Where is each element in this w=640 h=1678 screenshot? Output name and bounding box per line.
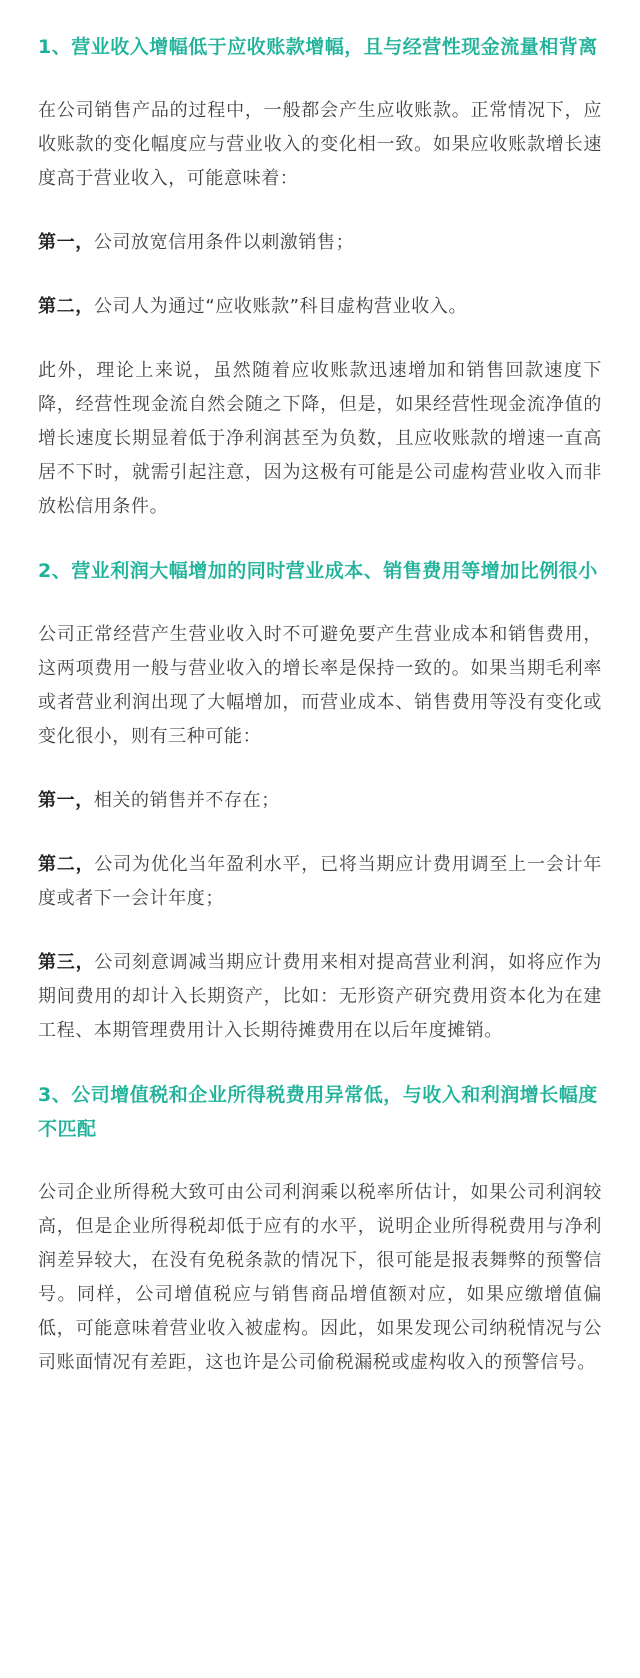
section-1-heading: 1、营业收入增幅低于应收账款增幅，且与经营性现金流量相背离: [38, 36, 598, 58]
section-2-point-3: [38, 946, 602, 1048]
section-2-point-1: [38, 784, 602, 818]
point-lead: 第一，: [38, 790, 94, 811]
point-text: 相关的销售并不存在；: [93, 790, 280, 811]
section-2-heading: 2、营业利润大幅增加的同时营业成本、销售费用等增加比例很小: [38, 560, 598, 582]
point-text: 公司为优化当年盈利水平，已将当期应计费用调至上一会计年度或者下一会计年度；: [38, 854, 602, 909]
section-1-intro: 在公司销售产品的过程中，一般都会产生应收账款。正常情况下，应收账款的变化幅度应与营业收入的变化相一致。如果应收账款增长速度高于营业收入，可能意味着：: [38, 100, 602, 189]
point-lead: 第二，: [38, 296, 94, 317]
section-1-closing: 此外，理论上来说，虽然随着应收账款迅速增加和销售回款速度下降，经营性现金流自然会随之下降，但是，如果经营性现金流净值的增长速度长期显着低于净利润甚至为负数，且应收账款的增速一直高居不下时，就需引起注意，因为这极有可能是公司虚构营业收入而非放松信用条件。: [38, 360, 602, 517]
section-2-intro: 公司正常经营产生营业收入时不可避免要产生营业成本和销售费用，这两项费用一般与营业收入的增长率是保持一致的。如果当期毛利率或者营业利润出现了大幅增加，而营业成本、销售费用等没有变化或变化很小，则有三种可能：: [38, 624, 602, 747]
point-text: 公司刻意调减当期应计费用来相对提高营业利润，如将应作为期间费用的却计入长期资产，比如：无形资产研究费用资本化为在建工程、本期管理费用计入长期待摊费用在以后年度摊销。: [38, 952, 602, 1041]
section-1-point-2: [38, 290, 602, 324]
point-text: 公司人为通过“应收账款”科目虚构营业收入。: [93, 296, 468, 317]
point-lead: 第一，: [38, 232, 94, 253]
point-lead: 第三，: [38, 952, 95, 973]
point-text: 公司放宽信用条件以刺激销售；: [93, 232, 355, 253]
section-2-point-2: [38, 848, 602, 916]
point-lead: 第二，: [38, 854, 95, 875]
section-1-point-1: [38, 226, 602, 260]
section-3-body: 公司企业所得税大致可由公司利润乘以税率所估计，如果公司利润较高，但是企业所得税却低于应有的水平，说明企业所得税费用与净利润差异较大，在没有免税条款的情况下，很可能是报表舞弊的预警信号。同样，公司增值税应与销售商品增值额对应，如果应缴增值偏低，可能意味着营业收入被虚构。因此，如果发现公司纳税情况与公司账面情况有差距，这也许是公司偷税漏税或虚构收入的预警信号。: [38, 1182, 602, 1373]
section-3-heading: 3、公司增值税和企业所得税费用异常低，与收入和利润增长幅度不匹配: [38, 1084, 598, 1140]
